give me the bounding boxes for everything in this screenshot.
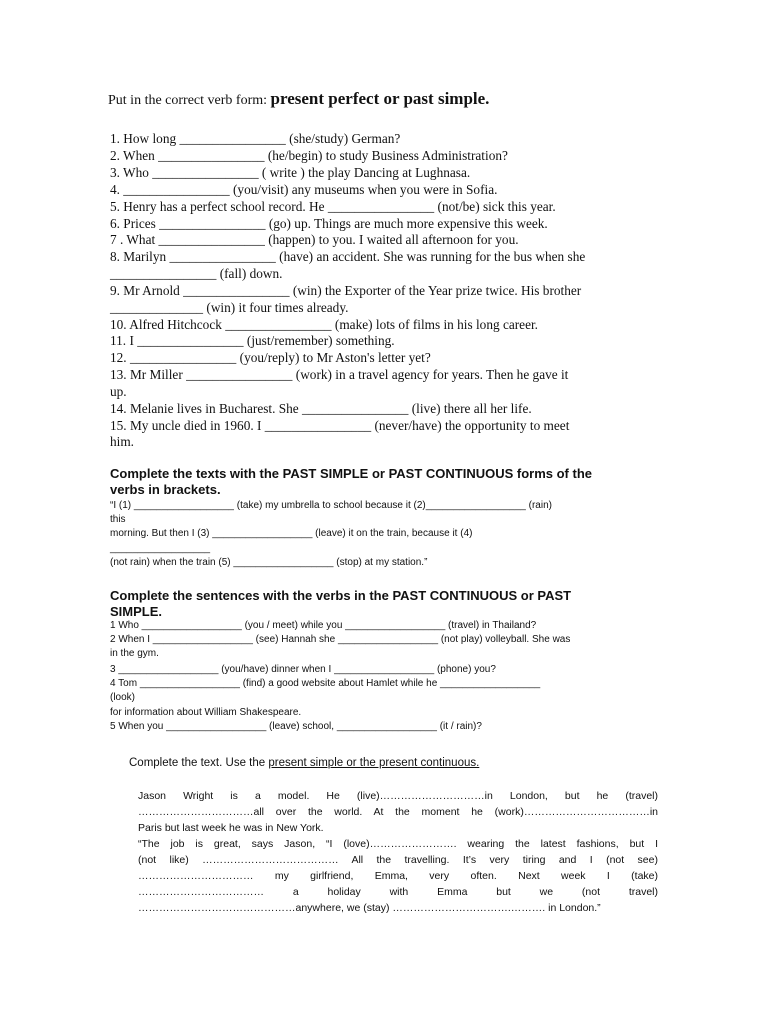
exercise-line: ______________ (win) it four times already.: [110, 300, 349, 315]
exercise-line: 5 When you __________________ (leave) school, __________________ (it / rain)?: [110, 721, 482, 732]
title-prefix: Put in the correct verb form:: [108, 93, 271, 108]
heading-prefix: Complete the text. Use the: [129, 757, 269, 769]
text-line: ……………………………… a holiday with Emma but we (not travel): [138, 886, 658, 898]
exercise-line: this: [110, 514, 126, 525]
exercise-line: 3. Who ________________ ( write ) the play Dancing at Lughnasa.: [110, 165, 471, 180]
exercise-line: 11. I ________________ (just/remember) something.: [110, 333, 395, 348]
present-simple-continuous-heading: [129, 757, 479, 769]
heading-line: verbs in brackets.: [110, 482, 221, 497]
text-line: Jason Wright is a model. He (live)…………………………in London, but he (travel): [138, 790, 658, 802]
heading-line: Complete the sentences with the verbs in the PAST CONTINUOUS or PAST: [110, 588, 572, 603]
exercise-line: 7 . What ________________ (happen) to you. I waited all afternoon for you.: [110, 232, 519, 247]
exercise-line: 1. How long ________________ (she/study) German?: [110, 131, 401, 146]
title-emphasis: present perfect or past simple.: [270, 89, 490, 108]
exercise-line: 2 When I __________________ (see) Hannah she __________________ (not play) volleyball. She was: [110, 634, 571, 645]
exercise-line: for information about William Shakespeare.: [110, 707, 302, 718]
exercise-line: 1 Who __________________ (you / meet) while you __________________ (travel) in Thailand?: [110, 620, 537, 631]
exercise-line: (look): [110, 692, 136, 703]
exercise-line: 4. ________________ (you/visit) any museums when you were in Sofia.: [110, 182, 498, 197]
exercise-line: morning. But then I (3) __________________ (leave) it on the train, because it (4): [110, 528, 473, 539]
exercise-line: 3 __________________ (you/have) dinner when I __________________ (phone) you?: [110, 664, 496, 675]
past-simple-continuous-heading: [110, 466, 670, 498]
exercise-line: him.: [110, 434, 135, 449]
exercise-line: (not rain) when the train (5) __________________ (stop) at my station.”: [110, 557, 428, 568]
exercise-line: 2. When ________________ (he/begin) to study Business Administration?: [110, 148, 508, 163]
exercise-line: __________________: [110, 543, 211, 554]
past-continuous-sentences-heading: [110, 588, 670, 620]
exercise-line: 9. Mr Arnold ________________ (win) the Exporter of the Year prize twice. His brother: [110, 283, 582, 298]
exercise-line: 8. Marilyn ________________ (have) an accident. She was running for the bus when she: [110, 249, 586, 264]
exercise-line: 5. Henry has a perfect school record. He ________________ (not/be) sick this year.: [110, 199, 556, 214]
text-line: …………………………… my girlfriend, Emma, very often. Next week I (take): [138, 870, 658, 882]
exercise-line: up.: [110, 384, 127, 399]
exercise-line: 12. ________________ (you/reply) to Mr Aston's letter yet?: [110, 350, 431, 365]
exercise-line: 6. Prices ________________ (go) up. Things are much more expensive this week.: [110, 216, 548, 231]
text-line: Paris but last week he was in New York.: [138, 822, 324, 834]
text-line: ……………………………all over the world. At the moment he (work)………………………………in: [138, 806, 658, 818]
worksheet-title: [108, 89, 489, 109]
text-line: “The job is great, says Jason, “I (love)……………………. wearing the latest fashions, but I: [138, 838, 658, 850]
heading-underlined: present simple or the present continuous.: [268, 757, 480, 769]
heading-line: Complete the texts with the PAST SIMPLE or PAST CONTINUOUS forms of the: [110, 466, 592, 481]
exercise-line: 10. Alfred Hitchcock ________________ (make) lots of films in his long career.: [110, 317, 538, 332]
exercise-line: ________________ (fall) down.: [110, 266, 283, 281]
exercise-line: 15. My uncle died in 1960. I ________________ (never/have) the opportunity to meet: [110, 418, 570, 433]
exercise-line: in the gym.: [110, 648, 159, 659]
exercise-line: 13. Mr Miller ________________ (work) in a travel agency for years. Then he gave it: [110, 367, 569, 382]
exercise-line: 14. Melanie lives in Bucharest. She ________________ (live) there all her life.: [110, 401, 532, 416]
text-line: ………………………………………anywhere, we (stay) …………………………….………. in London.”: [138, 902, 601, 914]
text-line: (not like) ………………………………… All the travelling. It’s very tiring and I (not see): [138, 854, 658, 866]
exercise-line: 4 Tom __________________ (find) a good website about Hamlet while he __________________: [110, 678, 541, 689]
exercise-line: “I (1) __________________ (take) my umbrella to school because it (2)__________________ (rain): [110, 500, 552, 511]
heading-line: SIMPLE.: [110, 604, 163, 619]
